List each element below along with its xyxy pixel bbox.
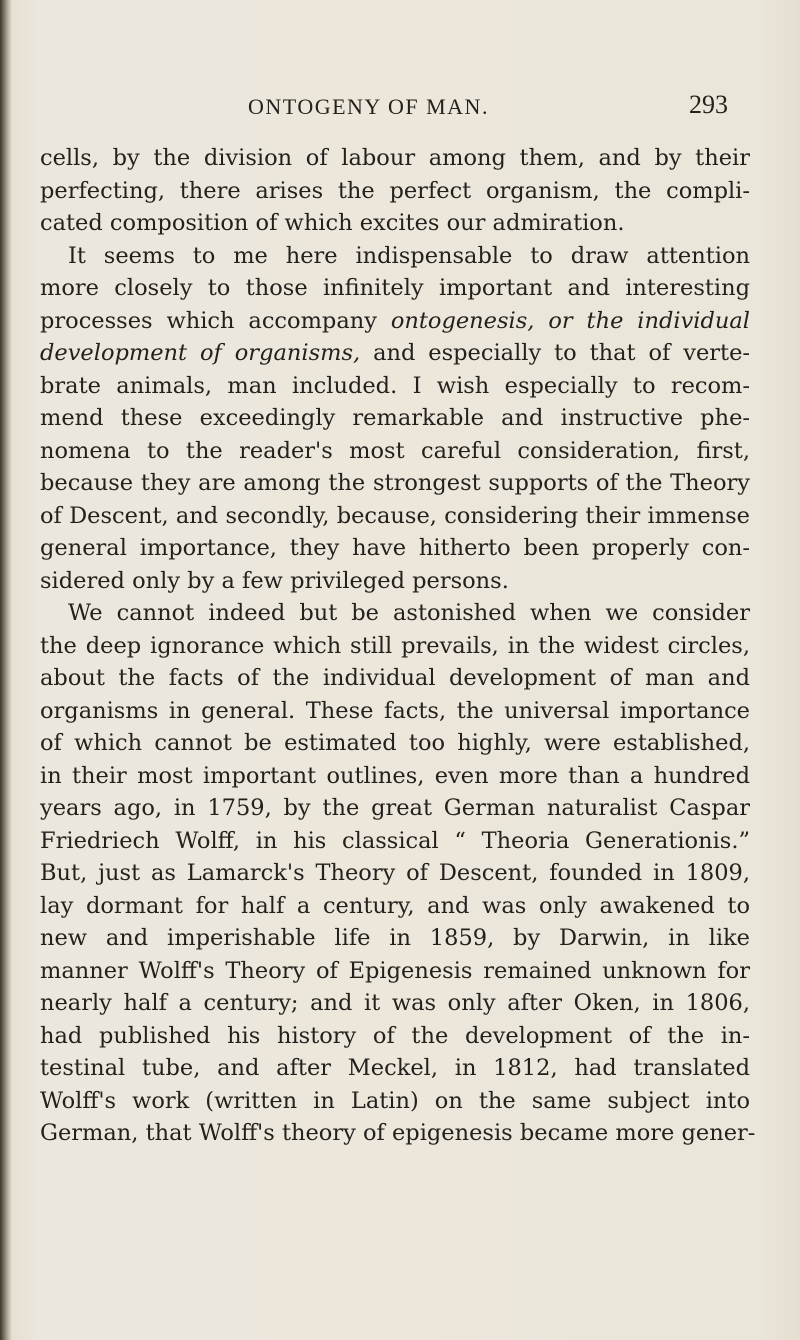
text-line [40, 1020, 750, 1053]
text-segment: We cannot indeed but be astonished when we consider [68, 600, 750, 626]
text-line [40, 922, 750, 955]
text-segment: But, just as Lamarck's Theory of Descent, founded in 1809, [40, 860, 750, 886]
text-line [40, 630, 750, 663]
text-line [40, 565, 750, 598]
text-line [40, 1085, 750, 1118]
text-line [40, 792, 750, 825]
italic-text: ontogenesis, or the individual [390, 307, 750, 334]
text-segment: had published his history of the development of the in- [40, 1022, 750, 1049]
text-segment: about the facts of the individual development of man and [40, 665, 750, 691]
text-line [40, 305, 750, 338]
text-segment: Wolff's work (written in Latin) on the same subject into [40, 1087, 750, 1114]
running-head: ONTOGENY OF MAN. [248, 94, 489, 119]
text-line [40, 402, 750, 435]
text-line [40, 760, 750, 793]
page-number: 293 [689, 90, 728, 119]
text-line [40, 1117, 756, 1150]
text-segment: cated composition of which excites our admiration. [40, 210, 625, 236]
text-segment: of which cannot be estimated too highly, were established, [40, 730, 750, 756]
text-segment: mend these exceedingly remarkable and instructive phe- [40, 405, 750, 431]
page-header [0, 90, 800, 134]
text-segment: because they are among the strongest supports of the Theory [40, 470, 750, 496]
text-line [40, 500, 750, 533]
text-segment: testinal tube, and after Meckel, in 1812, had translated [40, 1055, 750, 1081]
body-text [40, 142, 756, 1150]
text-line [40, 662, 750, 695]
text-line [40, 175, 750, 208]
text-line [40, 370, 750, 403]
text-segment: German, that Wolff's theory of epigenesis became more gener- [40, 1120, 756, 1146]
text-segment: sidered only by a few privileged persons. [40, 567, 509, 594]
text-line [40, 727, 750, 760]
text-segment: nomena to the reader's most careful consideration, first, [40, 437, 750, 464]
text-segment: of Descent, and secondly, because, considering their immense [40, 502, 750, 529]
text-line [40, 337, 750, 370]
text-line [40, 532, 750, 565]
text-segment: the deep ignorance which still prevails, in the widest circles, [40, 632, 750, 659]
text-segment: It seems to me here indispensable to draw attention [68, 242, 750, 269]
text-line [40, 987, 750, 1020]
text-segment: general importance, they have hitherto been properly con- [40, 535, 750, 561]
italic-text: development of organisms, [40, 340, 361, 366]
text-line [40, 825, 750, 858]
text-line [40, 207, 750, 240]
text-segment: organisms in general. These facts, the universal importance [40, 697, 750, 724]
text-segment: Friedriech Wolff, in his classical “ Theoria Generationis.” [40, 827, 750, 854]
text-line [40, 272, 750, 305]
text-segment: manner Wolff's Theory of Epigenesis remained unknown for [40, 957, 750, 984]
text-line [40, 240, 750, 273]
text-segment: new and imperishable life in 1859, by Darwin, in like [40, 925, 750, 951]
text-line [40, 890, 750, 923]
text-segment: and especially to that of verte- [360, 340, 751, 366]
text-segment: in their most important outlines, even more than a hundred [40, 762, 750, 789]
text-segment: processes which accompany [40, 307, 391, 334]
text-line [40, 857, 750, 890]
text-line [40, 695, 750, 728]
text-segment: brate animals, man included. I wish especially to recom- [40, 372, 750, 399]
text-line [40, 435, 750, 468]
text-line [40, 467, 750, 500]
text-line [40, 142, 750, 175]
text-segment: perfecting, there arises the perfect organism, the compli- [40, 177, 750, 204]
text-line [40, 1052, 750, 1085]
text-segment: lay dormant for half a century, and was only awakened to [40, 892, 750, 919]
text-line [40, 597, 750, 630]
text-segment: nearly half a century; and it was only after Oken, in 1806, [40, 990, 750, 1016]
text-segment: cells, by the division of labour among them, and by their [40, 145, 750, 171]
text-segment: years ago, in 1759, by the great German naturalist Caspar [40, 795, 750, 821]
page-gutter-shadow [0, 0, 12, 1340]
text-line [40, 955, 750, 988]
text-segment: more closely to those infinitely important and interesting [40, 275, 750, 301]
